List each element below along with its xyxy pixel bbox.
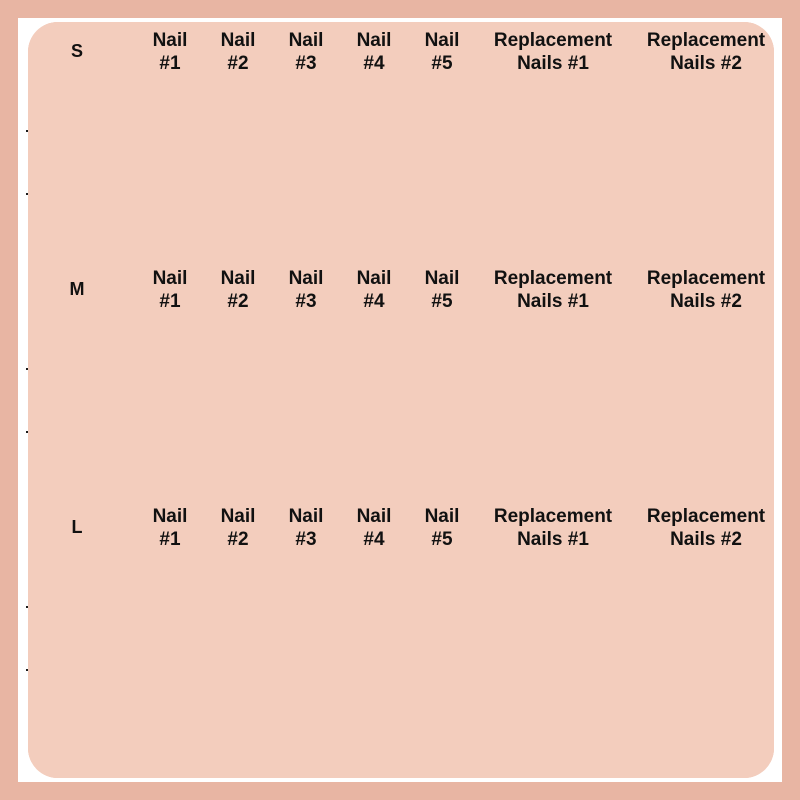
column-header-nail-1: Nail #1 [152,267,188,313]
column-header-nail-5: Nail #5 [424,505,460,550]
column-header-nail-3: Nail #3 [288,267,324,313]
column-header-nail-4: Nail #4 [356,30,392,75]
column-header-nail-3: Nail #3 [288,30,324,75]
column-header-nail-5: Nail #5 [424,267,460,313]
column-header-nail-2: Nail #2 [220,267,256,313]
column-header-replacement-2: Replacement Nails #2 [646,30,766,75]
column-header-replacement-1: Replacement Nails #1 [493,267,613,313]
column-header-nail-2: Nail #2 [220,505,256,550]
header-row-m [18,256,782,324]
column-header-replacement-1: Replacement Nails #1 [493,30,613,75]
column-header-nail-1: Nail #1 [152,505,188,550]
column-header-nail-2: Nail #2 [220,30,256,75]
column-header-nail-1: Nail #1 [152,30,188,75]
size-label-l: L [71,517,83,537]
column-header-replacement-2: Replacement Nails #2 [646,505,766,550]
size-chart-page [18,18,782,782]
column-header-nail-3: Nail #3 [288,505,324,550]
column-header-nail-4: Nail #4 [356,267,392,313]
size-label-s: S [70,41,83,62]
column-header-nail-4: Nail #4 [356,505,392,550]
header-pill-background [28,22,774,778]
column-header-replacement-2: Replacement Nails #2 [646,267,766,313]
header-row-s [18,18,782,86]
size-label-m: M [69,279,85,300]
header-row-l [18,494,782,562]
column-header-nail-5: Nail #5 [424,30,460,75]
column-header-replacement-1: Replacement Nails #1 [493,505,613,550]
